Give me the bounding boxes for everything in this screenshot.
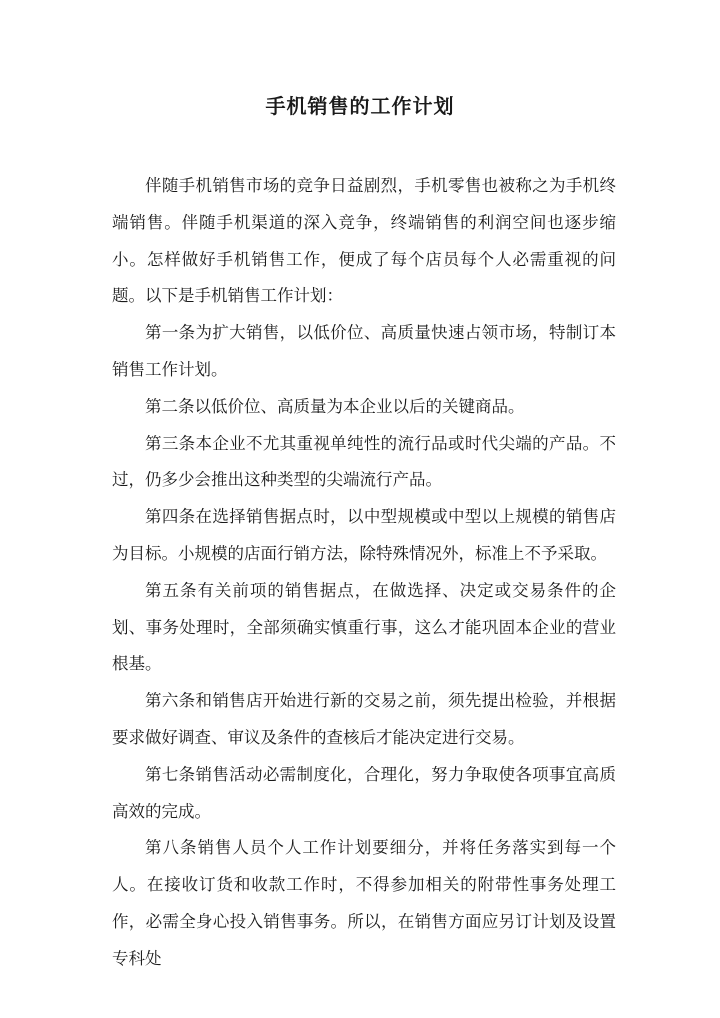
paragraph-article-8: 第八条销售人员个人工作计划要细分，并将任务落实到每一个人。在接收订货和收款工作时，不得参加相关的附带性事务处理工作，必需全身心投入销售事务。所以，在销售方面应另订计划及设置专科处 — [112, 838, 616, 968]
document-title: 手机销售的工作计划 — [265, 94, 455, 118]
paragraph-article-4: 第四条在选择销售据点时，以中型规模或中型以上规模的销售店为目标。小规模的店面行销方法，除特殊情况外，标准上不予采取。 — [112, 507, 616, 563]
paragraph-intro: 伴随手机销售市场的竞争日益剧烈，手机零售也被称之为手机终端销售。伴随手机渠道的深入竞争，终端销售的利润空间也逐步缩小。怎样做好手机销售工作，便成了每个店员每个人必需重视的问题。以下是手机销售工作计划： — [112, 176, 616, 306]
paragraph-article-2: 第二条以低价位、高质量为本企业以后的关键商品。 — [145, 396, 525, 416]
document-body — [112, 168, 616, 978]
paragraph-article-3: 第三条本企业不尤其重视单纯性的流行品或时代尖端的产品。不过，仍多少会推出这种类型的尖端流行产品。 — [112, 433, 616, 490]
paragraph-article-5: 第五条有关前项的销售据点，在做选择、决定或交易条件的企划、事务处理时，全部须确实慎重行事，这么才能巩固本企业的营业根基。 — [112, 580, 616, 674]
paragraph-article-7: 第七条销售活动必需制度化，合理化，努力争取使各项事宜高质高效的完成。 — [112, 764, 616, 821]
paragraph-article-1: 第一条为扩大销售，以低价位、高质量快速占领市场，特制订本销售工作计划。 — [112, 323, 616, 379]
paragraph-article-6: 第六条和销售店开始进行新的交易之前，须先提出检验，并根据要求做好调查、审议及条件的查核后才能决定进行交易。 — [112, 691, 616, 747]
